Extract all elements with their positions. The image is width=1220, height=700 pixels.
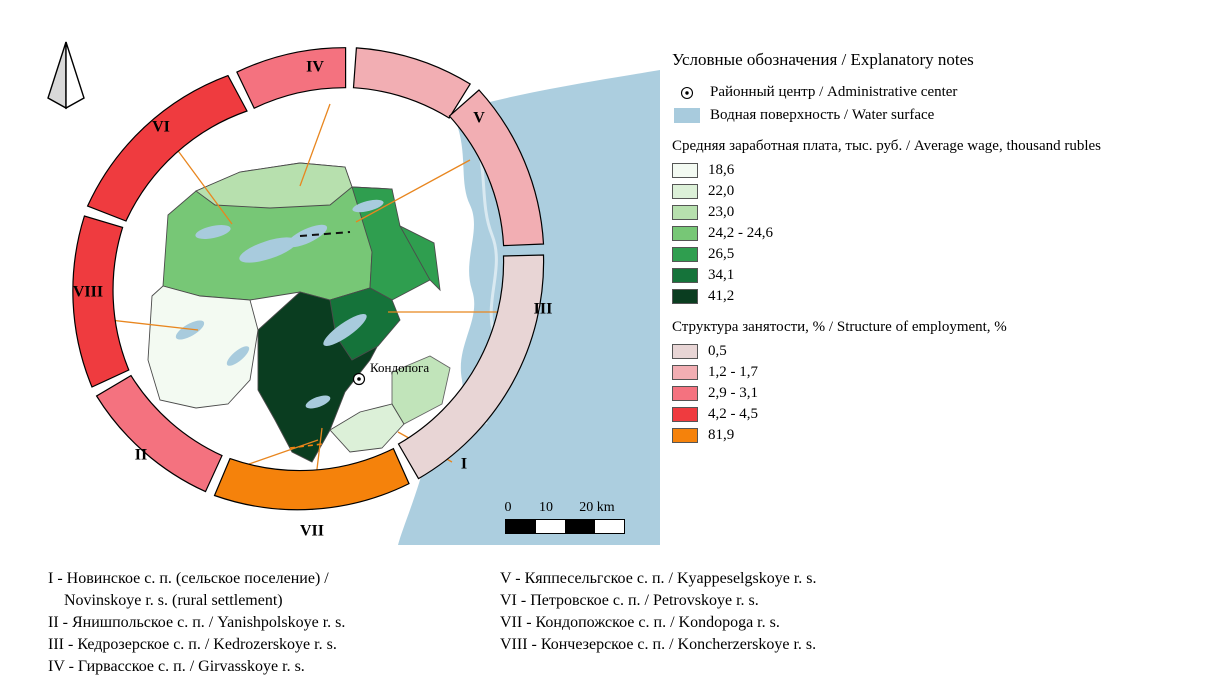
wage-label-7: 41,2: [708, 288, 735, 304]
wage-swatch-2: [672, 184, 698, 199]
legend-employment-item-5: [672, 427, 1212, 444]
employment-swatch-1: [672, 344, 698, 359]
employment-label-5: 81,9: [708, 427, 735, 443]
ring-label-I: I: [460, 455, 468, 473]
legend-label-water-surface: Водная поверхность / Water surface: [710, 107, 935, 123]
map-canvas[interactable]: [0, 0, 660, 560]
ring-label-IV: IV: [306, 58, 324, 76]
wage-swatch-4: [672, 226, 698, 241]
settlement-key-line-3: II - Янишпольское с. п. / Yanishpolskoye r. s.: [48, 614, 346, 632]
wage-swatch-7: [672, 289, 698, 304]
legend-wage-item-2: [672, 183, 1212, 200]
employment-swatch-3: [672, 386, 698, 401]
legend-wage-title: Средняя заработная плата, тыс. руб. / Average wage, thousand rubles: [672, 138, 1102, 154]
north-arrow-icon: [48, 42, 84, 108]
ring-label-VII: VII: [299, 522, 325, 540]
legend-wage-item-6: [672, 267, 1212, 284]
legend-wage-item-3: [672, 204, 1212, 221]
scale-bar: [505, 500, 625, 534]
legend-wage-item-5: [672, 246, 1212, 263]
legend-employment-item-4: [672, 406, 1212, 423]
legend-title: Условные обозначения / Explanatory notes: [672, 50, 974, 69]
employment-label-4: 4,2 - 4,5: [708, 406, 758, 422]
settlement-key-line-4: III - Кедрозерское с. п. / Kedrozerskoye r. s.: [48, 636, 337, 654]
ring-label-II: II: [134, 446, 148, 464]
wage-label-6: 34,1: [708, 267, 735, 283]
ring-segment-IV[interactable]: [237, 48, 346, 109]
water-surface-swatch: [672, 108, 702, 123]
scale-tick-0: 0: [504, 500, 512, 515]
wage-label-1: 18,6: [708, 162, 735, 178]
legend-wage-item-1: [672, 162, 1212, 179]
wage-label-5: 26,5: [708, 246, 735, 262]
scale-seg-1: [506, 520, 536, 533]
employment-label-2: 1,2 - 1,7: [708, 364, 758, 380]
ring-label-VIII: VIII: [72, 283, 104, 301]
employment-swatch-4: [672, 407, 698, 422]
wage-swatch-3: [672, 205, 698, 220]
wage-label-3: 23,0: [708, 204, 735, 220]
legend-panel: [672, 50, 1212, 448]
scale-tick-20: 20 km: [579, 500, 615, 515]
settlement-key-line-6: V - Кяппесельгское с. п. / Kyappeselgskoye r. s.: [500, 570, 817, 587]
administrative-center-marker[interactable]: [354, 374, 365, 385]
settlement-key-line-9: VIII - Кончезерское с. п. / Koncherzerskoye r. s.: [500, 636, 817, 654]
legend-label-administrative-center: Районный центр / Administrative center: [710, 84, 958, 100]
legend-employment-title: Структура занятости, % / Structure of employment, %: [672, 319, 1007, 335]
wage-label-4: 24,2 - 24,6: [708, 225, 773, 241]
wage-swatch-6: [672, 268, 698, 283]
settlement-key-right-column: [500, 568, 1020, 656]
ring-segment-V[interactable]: [354, 48, 471, 118]
settlement-key-line-2: Novinskoye r. s. (rural settlement): [48, 592, 283, 610]
scale-bar-graphic: [505, 519, 625, 534]
legend-item-administrative-center: [672, 84, 1212, 101]
legend-item-water-surface: [672, 107, 1212, 124]
employment-swatch-2: [672, 365, 698, 380]
ring-label-III: III: [533, 300, 553, 318]
ring-segment-VIII[interactable]: [73, 216, 129, 387]
settlement-key-line-5: IV - Гирвасское с. п. / Girvasskoye r. s.: [48, 658, 305, 676]
legend-employment-item-3: [672, 385, 1212, 402]
scale-seg-3: [565, 520, 595, 533]
legend-wage-item-4: [672, 225, 1212, 242]
legend-employment-item-1: [672, 343, 1212, 360]
ring-label-V: V: [473, 109, 485, 127]
employment-label-3: 2,9 - 3,1: [708, 385, 758, 401]
wage-swatch-1: [672, 163, 698, 178]
settlement-key-line-7: VI - Петровское с. п. / Petrovskoye r. s.: [500, 592, 759, 610]
scale-seg-4: [595, 520, 625, 533]
wage-label-2: 22,0: [708, 183, 735, 199]
settlement-key: [0, 560, 1220, 700]
legend-employment-item-2: [672, 364, 1212, 381]
scale-bar-ticks: [505, 500, 625, 517]
scale-tick-10: 10: [539, 500, 553, 515]
legend-wage-item-7: [672, 288, 1212, 305]
wage-swatch-5: [672, 247, 698, 262]
scale-seg-2: [536, 520, 566, 533]
employment-swatch-5: [672, 428, 698, 443]
settlement-key-line-1: I - Новинское с. п. (сельское поселение) /: [48, 570, 329, 587]
employment-label-1: 0,5: [708, 343, 727, 359]
administrative-center-icon: [672, 85, 702, 101]
map-panel[interactable]: [0, 0, 660, 560]
settlement-key-line-8: VII - Кондопожское с. п. / Kondopoga r. s.: [500, 614, 780, 632]
center-city-label: Кондопога: [370, 360, 430, 375]
settlement-key-left-column: [48, 568, 488, 678]
ring-label-VI: VI: [152, 118, 170, 136]
